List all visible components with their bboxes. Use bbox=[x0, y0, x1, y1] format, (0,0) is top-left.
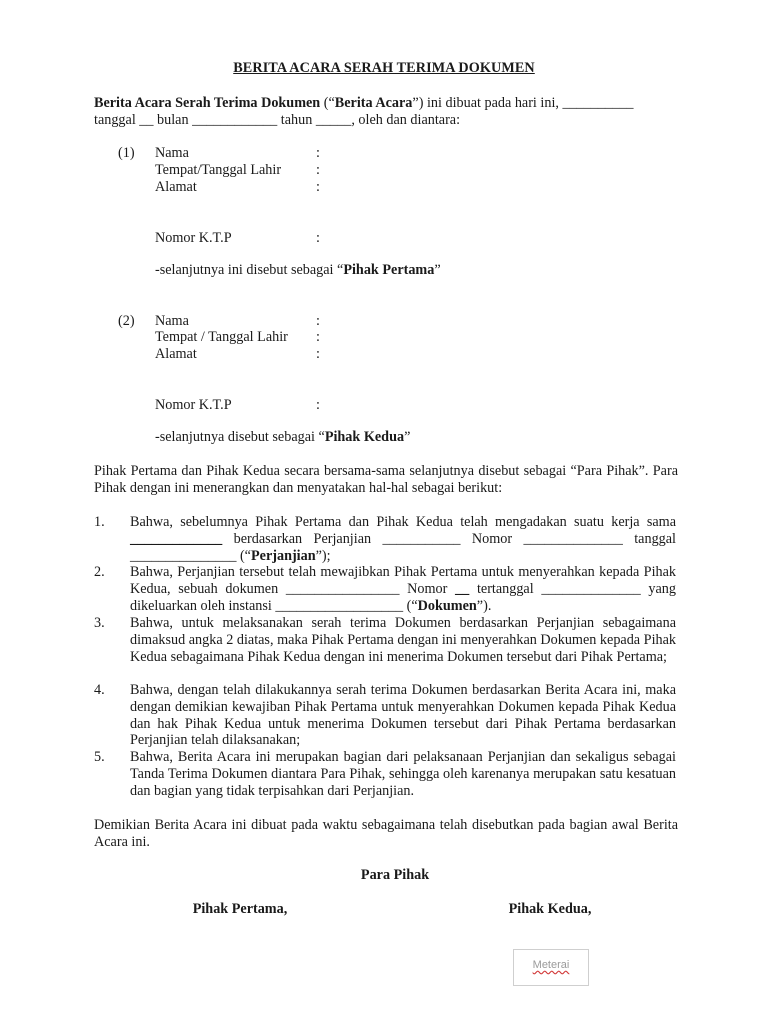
party-1-number: (1) bbox=[118, 145, 135, 161]
document-title: BERITA ACARA SERAH TERIMA DOKUMEN bbox=[233, 60, 535, 76]
party-2-field-name: Nama bbox=[155, 313, 189, 329]
party-1-field-name: Nama bbox=[155, 145, 189, 161]
party-1-colon: : bbox=[316, 145, 320, 161]
party-2-field-ktp: Nomor K.T.P bbox=[155, 397, 232, 413]
party-2-colon: : bbox=[316, 346, 320, 362]
intro-line-1: Berita Acara Serah Terima Dokumen (“Berita Acara”) ini dibuat pada hari ini, __________ bbox=[94, 95, 634, 111]
signature-first-party: Pihak Pertama, bbox=[192, 901, 288, 917]
closing-paragraph: Demikian Berita Acara ini dibuat pada waktu sebagaimana telah disebutkan pada bagian awal Berita Acara ini. bbox=[94, 817, 678, 850]
intro-bold-name: Berita Acara Serah Terima Dokumen bbox=[94, 95, 321, 111]
party-1-colon: : bbox=[316, 179, 320, 195]
item-5-text: Bahwa, Berita Acara ini merupakan bagian dari pelaksanaan Perjanjian dan sekaligus sebagai Tanda Terima Dokumen diantara Para Pihak, sehingga oleh karenanya merupakan satu kesatuan dan bagian yang tidak terpisahkan dari Perjanjian. bbox=[130, 749, 676, 799]
signature-second-party: Pihak Kedua, bbox=[508, 901, 592, 917]
party-2-field-address: Alamat bbox=[155, 346, 197, 362]
party-1-colon: : bbox=[316, 162, 320, 178]
intro-bold-short: Berita Acara bbox=[334, 95, 413, 111]
intro-paragraph bbox=[94, 95, 678, 129]
item-number: 4. bbox=[94, 682, 105, 698]
meterai-stamp-box bbox=[513, 949, 589, 986]
party-2-colon: : bbox=[316, 397, 320, 413]
item-3-text: Bahwa, untuk melaksanakan serah terima Dokumen berdasarkan Perjanjian sebagaimana dimaksud angka 2 diatas, maka Pihak Pertama dengan ini menyerahkan Dokumen kepada Pihak Kedua sebagaimana Pihak Kedua dengan ini menerima Dokumen tersebut dari Pihak Pertama; bbox=[130, 615, 676, 665]
para-pihak-heading: Para Pihak bbox=[360, 867, 430, 883]
item-1-text: Bahwa, sebelumnya Pihak Pertama dan Pihak Kedua telah mengadakan suatu kerja sama _____________ berdasarkan Perjanjian ___________ Nomor ______________ tanggal _______________ (“Perjanjian”); bbox=[130, 514, 676, 564]
item-number: 3. bbox=[94, 615, 105, 631]
item-number: 2. bbox=[94, 564, 105, 580]
para-pihak-paragraph: Pihak Pertama dan Pihak Kedua secara bersama-sama selanjutnya disebut sebagai “Para Pihak”. Para Pihak dengan ini menerangkan dan menyatakan hal-hal sebagai berikut: bbox=[94, 463, 678, 496]
party-1-colon: : bbox=[316, 230, 320, 246]
party-1-field-address: Alamat bbox=[155, 179, 197, 195]
meterai-label: Meterai bbox=[532, 959, 570, 971]
party-1-designation: -selanjutnya ini disebut sebagai “Pihak Pertama” bbox=[155, 262, 441, 278]
party-2-colon: : bbox=[316, 313, 320, 329]
item-2-text: Bahwa, Perjanjian tersebut telah mewajibkan Pihak Pertama untuk menyerahkan kepada Pihak Kedua, sebuah dokumen ________________ Nomor __ tertanggal ______________ yang dikeluarkan oleh instansi __________________ (“Dokumen”). bbox=[130, 564, 676, 614]
party-1-field-ktp: Nomor K.T.P bbox=[155, 230, 232, 246]
item-4-text: Bahwa, dengan telah dilakukannya serah terima Dokumen berdasarkan Berita Acara ini, maka dengan demikian kewajiban Pihak Pertama untuk menyerahkan Dokumen kepada Pihak Kedua dan hak Pihak Kedua untuk menerima Dokumen tersebut dari Pihak Pertama berdasarkan Perjanjian telah dilaksanakan; bbox=[130, 682, 676, 749]
intro-line-2: tanggal __ bulan ____________ tahun _____, oleh dan diantara: bbox=[94, 111, 461, 128]
party-2-colon: : bbox=[316, 329, 320, 345]
party-2-number: (2) bbox=[118, 313, 135, 329]
party-2-designation: -selanjutnya disebut sebagai “Pihak Kedua” bbox=[155, 429, 411, 445]
party-2-field-birth: Tempat / Tanggal Lahir bbox=[155, 329, 288, 345]
item-number: 5. bbox=[94, 749, 105, 765]
party-1-field-birth: Tempat/Tanggal Lahir bbox=[155, 162, 282, 178]
item-number: 1. bbox=[94, 514, 105, 530]
